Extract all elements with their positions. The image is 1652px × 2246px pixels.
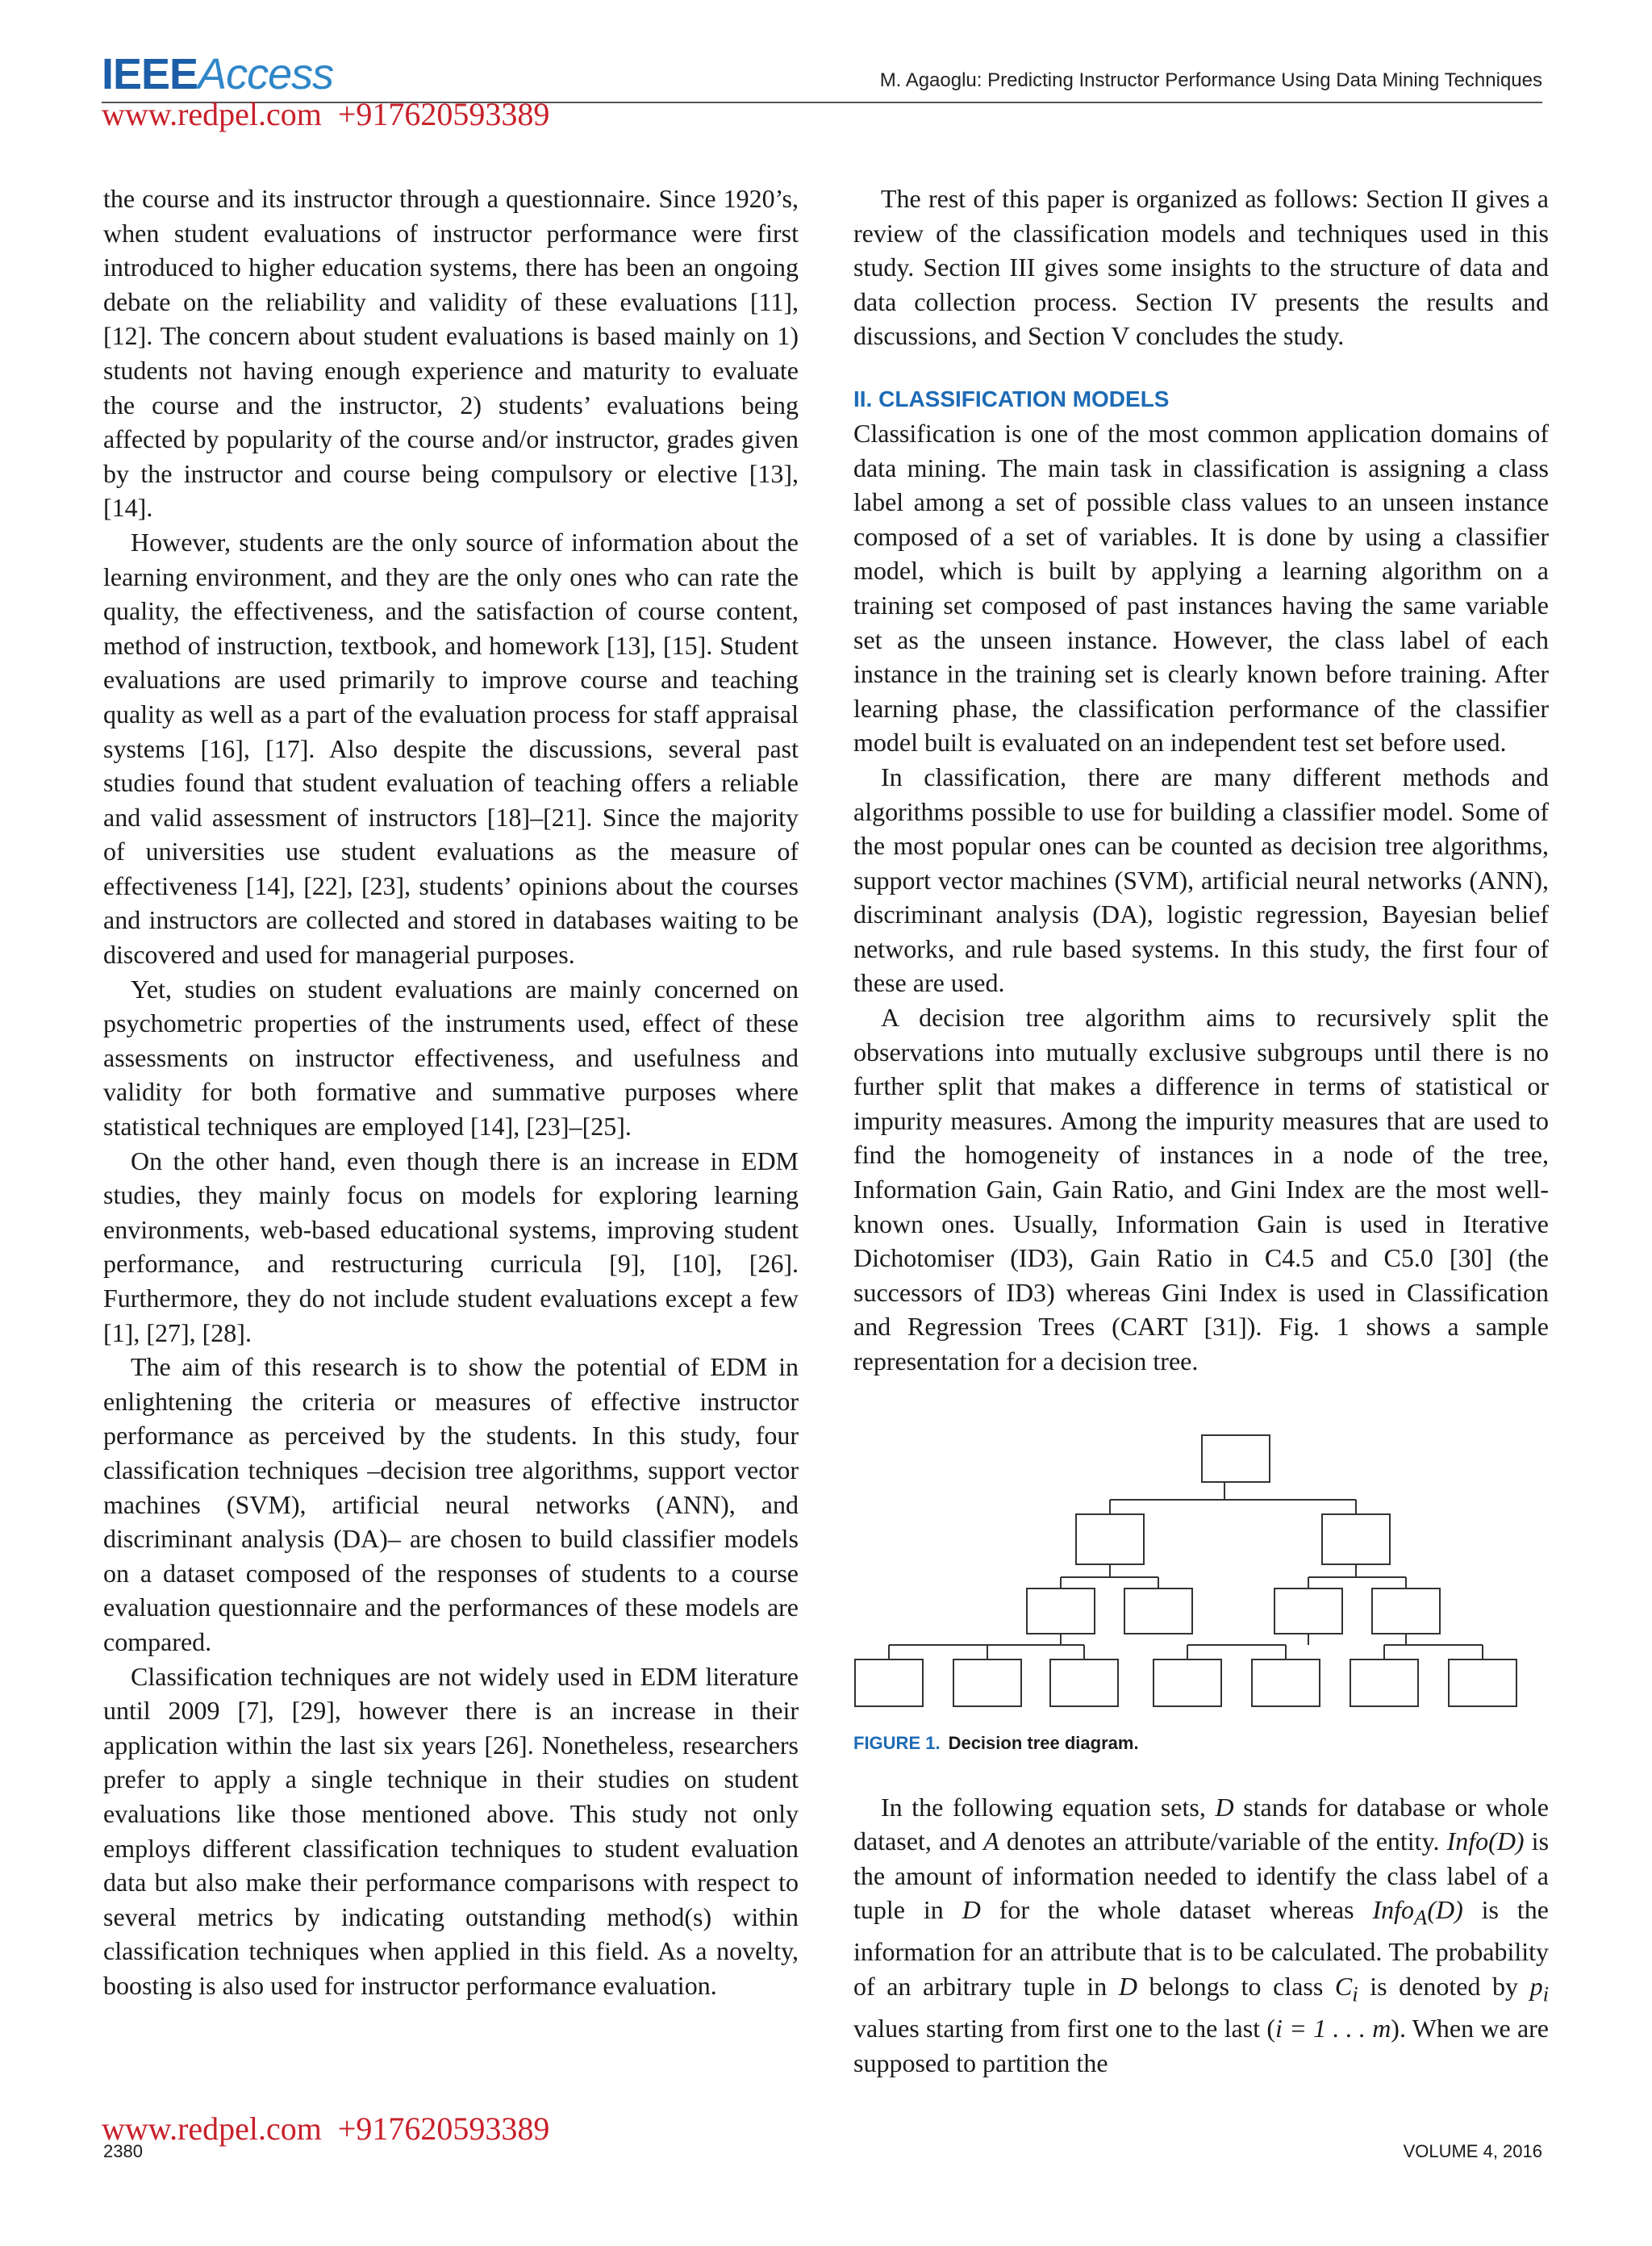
right-intro-paragraph: The rest of this paper is organized as follows: Section II gives a review of the classification models and techniques used in this study. Section III gives some insights to the structure of data and data collection process. Section IV presents the results and discussions, and Section V concludes the study. xyxy=(853,184,1549,351)
tree-node-l2-3 xyxy=(1274,1588,1342,1634)
text-run: values starting from first one to the last ( xyxy=(853,2013,1276,2043)
tree-node-l2-2 xyxy=(1124,1588,1192,1634)
tree-node-leaf-6 xyxy=(1350,1659,1418,1706)
tree-node-leaf-4 xyxy=(1153,1659,1221,1706)
math-subscript: i xyxy=(1542,1981,1550,2006)
math-infoD: Info(D) xyxy=(1446,1826,1525,1856)
tree-connector-level1-left xyxy=(1061,1564,1158,1588)
math-D: D xyxy=(1215,1792,1234,1822)
math-infoA: Info xyxy=(1372,1895,1415,1925)
figure-label: FIGURE 1. xyxy=(853,1732,941,1753)
text-run: is the information for an attribute that is to be calculated. The probability of an arbitrary tuple in xyxy=(853,1895,1550,2001)
left-paragraph-1: the course and its instructor through a questionnaire. Since 1920’s, when student evaluations of instructor performance were first introduced to higher education systems, there has been an ongoing debate on the reliability and validity of these evaluations [11], [12]. The concern about student evaluations is based mainly on 1) students not having enough experience and maturity to evaluate the course and the instructor, 2) students’ evaluations being affected by popularity of the course and/or instructor, grades given by the instructor and course being compulsory or elective [13], [14]. xyxy=(103,184,799,523)
left-paragraph-5: The aim of this research is to show the potential of EDM in enlightening the criteria or measures of effective instructor performance as perceived by the students. In this study, four classification techniques –decision tree algorithms, support vector machines (SVM), artificial neural networks (ANN), and discriminant analysis (DA)– are chosen to build classifier models on a dataset composed of the responses of students to a course evaluation questionnaire and the performances of these models are compared. xyxy=(103,1352,799,1656)
text-run: ). When we are supposed to partition the xyxy=(853,2013,1549,2077)
math-D: D xyxy=(1118,1971,1137,2001)
logo-ieee: IEEE xyxy=(102,50,198,98)
tree-node-l2-1 xyxy=(1027,1588,1095,1634)
logo-access: Access xyxy=(198,50,334,98)
page-number: 2380 xyxy=(103,2141,143,2161)
tree-node-l2-4 xyxy=(1372,1588,1440,1634)
decision-tree-diagram xyxy=(853,1426,1549,1721)
watermark-bottom: www.redpel.com +917620593389 xyxy=(102,2110,550,2147)
figure-caption xyxy=(853,1732,1549,1755)
journal-logo xyxy=(102,50,333,98)
tree-node-root xyxy=(1202,1435,1270,1482)
left-paragraph-2: However, students are the only source of information about the learning environment, and they are the only ones who can rate the quality, the effectiveness, and the satisfaction of course content, method of instruction, textbook, and homework [13], [15]. Student evaluations are used primarily to improve course and teaching quality as well as a part of the evaluation process for staff appraisal systems [16], [17]. Also despite the discussions, several past studies found that student evaluation of teaching offers a reliable and valid assessment of instructors [18]–[21]. Since the majority of universities use student evaluations as the measure of effectiveness [14], [22], [23], students’ opinions about the courses and instructors are collected and stored in databases waiting to be discovered and used for managerial purposes. xyxy=(103,527,799,970)
tree-node-leaf-7 xyxy=(1449,1659,1516,1706)
running-title: M. Agaoglu: Predicting Instructor Performance Using Data Mining Techniques xyxy=(879,69,1542,91)
left-column xyxy=(103,182,799,2002)
left-paragraph-4: On the other hand, even though there is an increase in EDM studies, they mainly focus on models for exploring learning environments, web-based educational systems, improving student performance, and restructuring curricula [9], [10], [26]. Furthermore, they do not include student evaluations except a few [1], [27], [28]. xyxy=(103,1146,799,1347)
left-paragraph-6: Classification techniques are not widely used in EDM literature until 2009 [7], [29], however there is an increase in their application within the last six years [26]. Nonetheless, researchers prefer to apply a single technique in their studies on student evaluations like those mentioned above. This study not only employs different classification techniques to student evaluation data but also make their performance comparisons with respect to several metrics by indicating outstanding method(s) within classification techniques when applied in this field. As a novelty, boosting is also used for instructor performance evaluation. xyxy=(103,1661,799,2000)
decision-tree-figure xyxy=(853,1426,1549,1721)
volume-label: VOLUME 4, 2016 xyxy=(1403,2141,1542,2161)
tree-connector-level2-c xyxy=(1384,1634,1483,1659)
watermark-top: www.redpel.com +917620593389 xyxy=(102,96,550,132)
math-p: p xyxy=(1529,1971,1543,2001)
text-run: is denoted by xyxy=(1358,1971,1530,2001)
math-arg: (D) xyxy=(1427,1895,1463,1925)
math-A: A xyxy=(983,1826,999,1856)
right-paragraph-2: In classification, there are many different methods and algorithms possible to use for building a classifier model. Some of the most popular ones can be counted as decision tree algorithms, support vector machines (SVM), artificial neural networks (ANN), discriminant analysis (DA), logistic regression, Bayesian belief networks, and rule based systems. In this study, the first four of these are used. xyxy=(853,762,1549,998)
text-run: denotes an attribute/variable of the entity. xyxy=(999,1826,1447,1856)
tree-connector-level2-b xyxy=(1187,1634,1308,1659)
right-column xyxy=(853,182,1549,2080)
math-subscript: i xyxy=(1352,1981,1358,2006)
text-run: belongs to class xyxy=(1137,1971,1335,2001)
tree-node-leaf-2 xyxy=(953,1659,1021,1706)
tree-node-leaf-3 xyxy=(1050,1659,1118,1706)
tree-connector-level2-a xyxy=(889,1634,1084,1659)
text-run: stands for database or whole dataset, and xyxy=(853,1792,1550,1856)
math-subscript: A xyxy=(1414,1905,1428,1930)
tree-node-leaf-5 xyxy=(1252,1659,1320,1706)
section-heading: II. CLASSIFICATION MODELS xyxy=(853,386,1170,411)
tree-node-l1-left xyxy=(1076,1514,1144,1564)
left-paragraph-3: Yet, studies on student evaluations are mainly concerned on psychometric properties of the instruments used, effect of these assessments on instructor effectiveness, and usefulness and validity for both formative and summative purposes where statistical techniques are employed [14], [23]–[25]. xyxy=(103,974,799,1142)
text-run: In the following equation sets, xyxy=(881,1792,1216,1822)
tree-connector-level1-right xyxy=(1308,1564,1406,1588)
math-C: C xyxy=(1334,1971,1353,2001)
tree-connector-root xyxy=(1110,1482,1356,1514)
figure-caption-text: Decision tree diagram. xyxy=(948,1732,1139,1753)
math-D: D xyxy=(962,1895,981,1925)
right-paragraph-3: A decision tree algorithm aims to recursively split the observations into mutually exclusive subgroups until there is no further split that makes a difference in terms of statistical or impurity measures. Among the impurity measures that are used to find the homogeneity of instances in a node of the tree, Information Gain, Gain Ratio, and Gini Index are the most well-known ones. Usually, Information Gain is used in Iterative Dichotomiser (ID3), Gain Ratio in C4.5 and C5.0 [30] (the successors of ID3) whereas Gini Index is used in Classification and Regression Trees (CART [31]). Fig. 1 shows a sample representation for a decision tree. xyxy=(853,1003,1549,1376)
right-paragraph-4 xyxy=(853,1790,1549,2081)
right-paragraph-1: Classification is one of the most common application domains of data mining. The main task in classification is assigning a class label among a set of possible class values to an unseen instance composed of a set of variables. It is done by using a classifier model, which is built by applying a learning algorithm on a training set composed of past instances having the same variable set as the unseen instance. However, the class label of each instance in the training set is clearly known before training. After learning phase, the classification performance of the classifier model built is evaluated on an independent test set before used. xyxy=(853,418,1549,758)
text-run: for the whole dataset whereas xyxy=(980,1895,1373,1925)
text-run: is the amount of information needed to identify the class label of a tuple in xyxy=(853,1826,1550,1925)
tree-node-leaf-1 xyxy=(855,1659,923,1706)
tree-node-l1-right xyxy=(1322,1514,1390,1564)
math-range: i = 1 . . . m xyxy=(1275,2013,1391,2043)
